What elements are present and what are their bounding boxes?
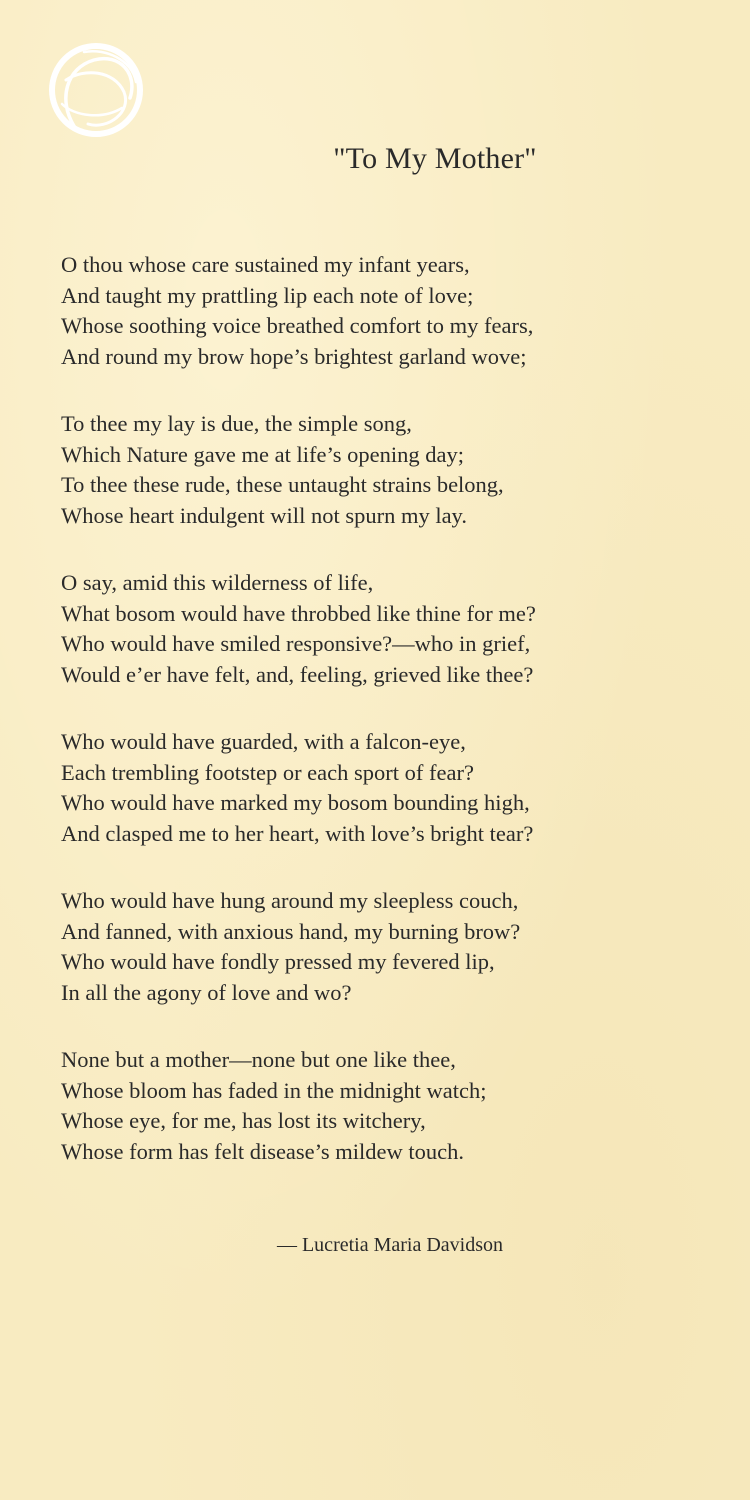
poem-line: Whose heart indulgent will not spurn my lay. [61,502,467,528]
poem-line: Who would have guarded, with a falcon-eye, [61,729,466,754]
poem-line: And round my brow hope’s brightest garland wove; [61,343,527,369]
poem-line: Who would have marked my bosom bounding high, [61,790,530,815]
poem-line: And fanned, with anxious hand, my burning brow? [61,918,521,944]
stanza-2 [61,409,731,531]
stanza-1 [61,250,731,372]
poem-author: — Lucretia Maria Davidson [276,1234,504,1256]
poem-line: Whose bloom has faded in the midnight watch; [61,1077,487,1103]
poem-line: Who would have hung around my sleepless couch, [61,888,519,913]
circles-logo-svg [44,40,152,140]
poem-line: Whose form has felt disease’s mildew touch. [61,1138,465,1164]
poem-line: Whose soothing voice breathed comfort to my fears, [61,313,534,338]
poem-line: Would e’er have felt, and, feeling, grieved like thee? [61,661,534,687]
poem-body [61,250,731,1204]
poem-line: Each trembling footstep or each sport of fear? [61,759,474,785]
circles-logo-icon [44,40,152,140]
poem-line: O say, amid this wilderness of life, [61,570,374,595]
stanza-3 [61,568,731,690]
poem-title: "To My Mother" [333,142,537,175]
poem-line: And clasped me to her heart, with love’s bright tear? [61,820,534,846]
poem-line: What bosom would have throbbed like thine for me? [61,600,536,626]
stanza-6 [61,1045,731,1167]
stanza-5 [61,886,731,1008]
poem-line: To thee my lay is due, the simple song, [61,411,412,436]
poem-line: To thee these rude, these untaught strains belong, [61,472,504,497]
poem-line: None but a mother—none but one like thee, [61,1047,456,1072]
poem-line: And taught my prattling lip each note of love; [61,282,474,308]
poem-line: Who would have fondly pressed my fevered lip, [61,949,495,974]
poem-line: O thou whose care sustained my infant years, [61,252,470,277]
poem-line: Who would have smiled responsive?—who in grief, [61,631,531,656]
poem-line: In all the agony of love and wo? [61,979,352,1005]
poem-line: Whose eye, for me, has lost its witchery, [61,1108,426,1133]
poem-line: Which Nature gave me at life’s opening day; [61,441,464,467]
stanza-4 [61,727,731,849]
